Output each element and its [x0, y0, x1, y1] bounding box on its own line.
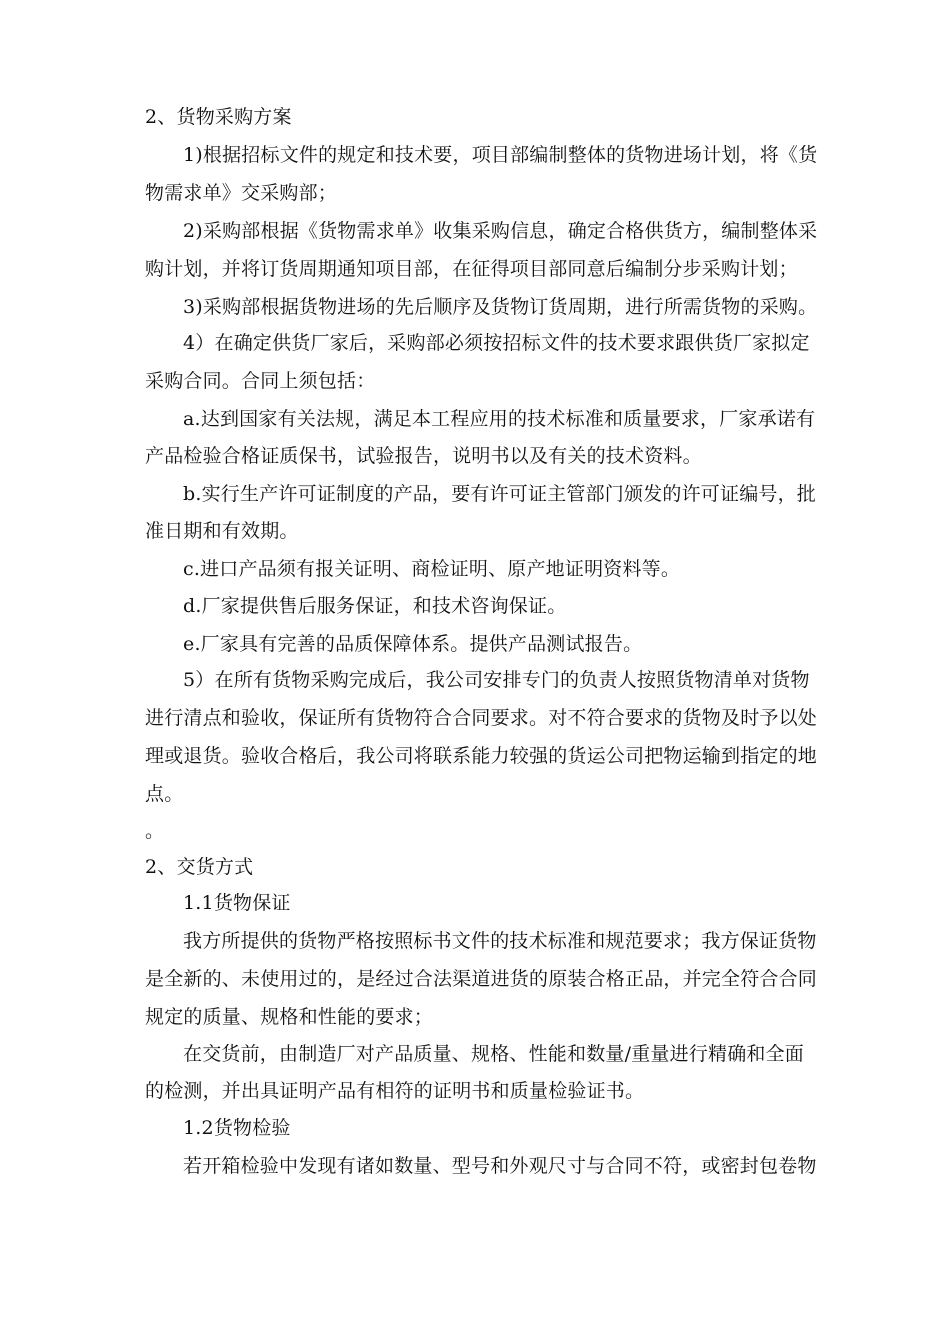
paragraph-line: 1)根据招标文件的规定和技术要，项目部编制整体的货物进场计划，将《货 [183, 144, 818, 166]
paragraph-line: 物需求单》交采购部； [145, 182, 338, 204]
paragraph-line: 若开箱检验中发现有诸如数量、型号和外观尺寸与合同不符，或密封包卷物 [183, 1155, 817, 1177]
paragraph-line: 购计划，并将订货周期通知项目部，在征得项目部同意后编制分步采购计划； [145, 258, 798, 280]
list-item-line: e.厂家具有完善的品质保障体系。提供产品测试报告。 [183, 633, 643, 655]
stray-punctuation: 。 [145, 820, 165, 842]
paragraph-line: 理或退货。验收合格后，我公司将联系能力较强的货运公司把物运输到指定的地 [145, 745, 818, 767]
paragraph-line: 2)采购部根据《货物需求单》收集采购信息，确定合格供货方，编制整体采 [183, 220, 818, 242]
list-item-line: b.实行生产许可证制度的产品，要有许可证主管部门颁发的许可证编号，批 [183, 483, 817, 505]
paragraph-line: 规定的质量、规格和性能的要求； [145, 1006, 434, 1028]
list-item-line: 准日期和有效期。 [145, 520, 299, 542]
list-item-line: a.达到国家有关法规，满足本工程应用的技术标准和质量要求，厂家承诺有 [183, 408, 816, 430]
subsection-heading: 1.1货物保证 [183, 892, 291, 914]
paragraph-line: 进行清点和验收，保证所有货物符合合同要求。对不符合要求的货物及时予以处 [145, 707, 818, 729]
paragraph-line: 我方所提供的货物严格按照标书文件的技术标准和规范要求；我方保证货物 [183, 930, 817, 952]
paragraph-line: 是全新的、未使用过的，是经过合法渠道进货的原装合格正品，并完全符合合同 [145, 968, 818, 990]
paragraph-line: 点。 [145, 783, 184, 805]
paragraph-line: 4）在确定供货厂家后，采购部必须按招标文件的技术要求跟供货厂家拟定 [183, 332, 810, 354]
paragraph-line: 采购合同。合同上须包括： [145, 370, 376, 392]
paragraph-line: 3)采购部根据货物进场的先后顺序及货物订货周期，进行所需货物的采购。 [183, 296, 818, 318]
paragraph-line: 5）在所有货物采购完成后，我公司安排专门的负责人按照货物清单对货物 [183, 669, 810, 691]
list-item-line: d.厂家提供售后服务保证，和技术咨询保证。 [183, 595, 567, 617]
section-heading: 2、货物采购方案 [145, 106, 292, 128]
paragraph-line: 在交货前，由制造厂对产品质量、规格、性能和数量/重量进行精确和全面 [183, 1043, 805, 1065]
subsection-heading: 1.2货物检验 [183, 1117, 291, 1139]
section-heading: 2、交货方式 [145, 856, 254, 878]
list-item-line: 产品检验合格证质保书，试验报告，说明书以及有关的技术资料。 [145, 445, 702, 467]
list-item-line: c.进口产品须有报关证明、商检证明、原产地证明资料等。 [183, 558, 681, 580]
paragraph-line: 的检测，并出具证明产品有相符的证明书和质量检验证书。 [145, 1080, 645, 1102]
